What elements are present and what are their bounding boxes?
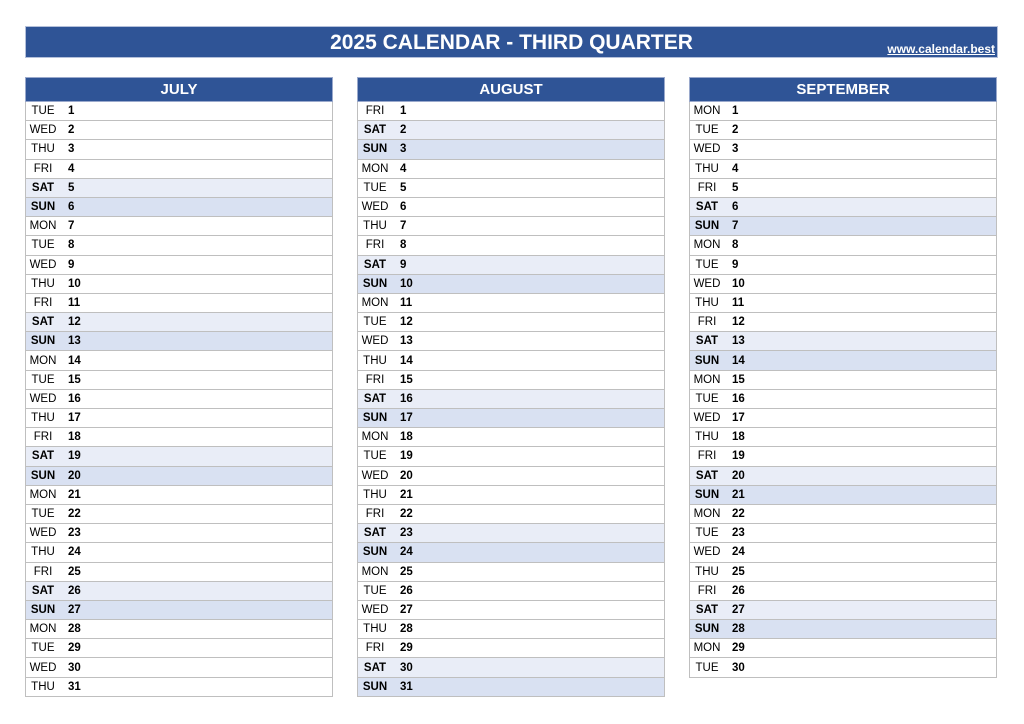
day-row	[689, 217, 997, 236]
day-number: 9	[732, 258, 739, 271]
day-of-week: SAT	[363, 258, 387, 271]
day-number: 14	[400, 354, 413, 367]
day-of-week: WED	[361, 469, 389, 482]
day-of-week: THU	[695, 565, 719, 578]
day-row	[25, 409, 333, 428]
day-of-week: TUE	[363, 181, 387, 194]
day-of-week: SAT	[695, 469, 719, 482]
day-number: 14	[732, 354, 745, 367]
day-of-week: FRI	[365, 508, 385, 521]
day-of-week: TUE	[31, 642, 55, 655]
month-header: AUGUST	[357, 77, 665, 102]
day-row	[25, 160, 333, 179]
day-row	[357, 563, 665, 582]
day-row	[25, 217, 333, 236]
day-number: 17	[68, 412, 81, 425]
day-row	[689, 467, 997, 486]
day-number: 21	[732, 488, 745, 501]
day-of-week: WED	[693, 412, 721, 425]
day-of-week: TUE	[695, 392, 719, 405]
day-number: 10	[400, 277, 413, 290]
day-row	[25, 658, 333, 677]
day-number: 20	[400, 469, 413, 482]
day-row	[689, 390, 997, 409]
day-row	[689, 140, 997, 159]
day-of-week: THU	[31, 412, 55, 425]
day-row	[25, 467, 333, 486]
day-number: 25	[732, 565, 745, 578]
day-number: 11	[400, 296, 413, 309]
day-row	[357, 678, 665, 697]
day-row	[357, 140, 665, 159]
day-row	[689, 639, 997, 658]
day-number: 9	[68, 258, 75, 271]
day-row	[25, 601, 333, 620]
day-row	[357, 121, 665, 140]
day-of-week: FRI	[33, 431, 53, 444]
day-number: 7	[400, 220, 407, 233]
day-number: 20	[68, 469, 81, 482]
day-of-week: FRI	[33, 296, 53, 309]
day-number: 17	[732, 412, 745, 425]
day-number: 4	[732, 162, 739, 175]
day-number: 3	[68, 143, 75, 156]
day-of-week: WED	[29, 661, 57, 674]
day-row	[357, 409, 665, 428]
day-number: 12	[68, 316, 81, 329]
day-number: 7	[732, 220, 739, 233]
day-of-week: THU	[363, 220, 387, 233]
day-of-week: MON	[29, 488, 57, 501]
day-row	[357, 217, 665, 236]
day-row	[357, 390, 665, 409]
day-of-week: TUE	[31, 239, 55, 252]
month-header: SEPTEMBER	[689, 77, 997, 102]
day-row	[25, 582, 333, 601]
day-row	[689, 256, 997, 275]
day-row	[357, 505, 665, 524]
day-row	[25, 121, 333, 140]
day-row	[25, 256, 333, 275]
day-number: 26	[400, 584, 413, 597]
day-number: 29	[732, 642, 745, 655]
day-row	[689, 447, 997, 466]
day-number: 30	[400, 661, 413, 674]
day-of-week: FRI	[697, 584, 717, 597]
day-number: 15	[732, 373, 745, 386]
day-number: 5	[400, 181, 407, 194]
day-row	[25, 620, 333, 639]
day-of-week: MON	[361, 296, 389, 309]
day-row	[357, 447, 665, 466]
day-number: 13	[400, 335, 413, 348]
day-number: 18	[68, 431, 81, 444]
day-of-week: MON	[693, 642, 721, 655]
day-of-week: TUE	[695, 661, 719, 674]
day-number: 15	[400, 373, 413, 386]
day-number: 24	[732, 546, 745, 559]
day-row	[25, 447, 333, 466]
day-of-week: SUN	[362, 680, 388, 693]
title-text: 2025 CALENDAR - THIRD QUARTER	[330, 31, 693, 54]
day-of-week: SUN	[362, 546, 388, 559]
day-row	[25, 179, 333, 198]
day-row	[357, 486, 665, 505]
day-row	[357, 467, 665, 486]
day-of-week: TUE	[31, 373, 55, 386]
day-of-week: SAT	[31, 181, 55, 194]
day-of-week: SUN	[694, 354, 720, 367]
day-row	[689, 332, 997, 351]
day-of-week: TUE	[31, 508, 55, 521]
day-row	[25, 563, 333, 582]
day-number: 21	[68, 488, 81, 501]
day-number: 1	[68, 105, 75, 118]
day-number: 26	[732, 584, 745, 597]
day-number: 18	[732, 431, 745, 444]
day-row	[25, 486, 333, 505]
day-of-week: THU	[695, 431, 719, 444]
day-row	[25, 505, 333, 524]
day-number: 31	[400, 680, 413, 693]
day-of-week: FRI	[697, 450, 717, 463]
day-of-week: SUN	[362, 277, 388, 290]
day-number: 21	[400, 488, 413, 501]
day-row	[25, 678, 333, 697]
day-row	[357, 160, 665, 179]
day-number: 24	[68, 546, 81, 559]
day-of-week: THU	[31, 546, 55, 559]
day-row	[689, 351, 997, 370]
day-of-week: MON	[29, 623, 57, 636]
day-number: 3	[400, 143, 407, 156]
day-row	[357, 236, 665, 255]
day-number: 16	[400, 392, 413, 405]
day-of-week: WED	[29, 124, 57, 137]
day-number: 6	[68, 201, 75, 214]
day-row	[25, 140, 333, 159]
day-of-week: SAT	[695, 201, 719, 214]
day-row	[357, 658, 665, 677]
day-of-week: FRI	[33, 565, 53, 578]
day-number: 8	[68, 239, 75, 252]
day-row	[689, 236, 997, 255]
day-of-week: SAT	[363, 392, 387, 405]
day-number: 25	[400, 565, 413, 578]
day-row	[689, 294, 997, 313]
day-row	[689, 179, 997, 198]
day-number: 27	[400, 603, 413, 616]
day-row	[357, 428, 665, 447]
day-row	[689, 102, 997, 121]
day-of-week: TUE	[31, 105, 55, 118]
day-row	[357, 294, 665, 313]
day-number: 28	[400, 623, 413, 636]
day-number: 2	[68, 124, 75, 137]
day-row	[25, 198, 333, 217]
day-number: 19	[400, 450, 413, 463]
day-row	[689, 160, 997, 179]
day-number: 10	[732, 277, 745, 290]
day-number: 5	[732, 181, 739, 194]
day-row	[689, 313, 997, 332]
day-number: 29	[68, 642, 81, 655]
day-of-week: SAT	[363, 527, 387, 540]
day-number: 19	[68, 450, 81, 463]
day-number: 26	[68, 584, 81, 597]
day-of-week: SUN	[30, 335, 56, 348]
day-of-week: SUN	[30, 201, 56, 214]
day-row	[689, 582, 997, 601]
day-row	[689, 275, 997, 294]
day-of-week: WED	[361, 335, 389, 348]
day-number: 11	[68, 296, 81, 309]
day-number: 2	[400, 124, 407, 137]
day-number: 30	[68, 661, 81, 674]
day-of-week: MON	[361, 565, 389, 578]
day-number: 8	[400, 239, 407, 252]
day-row	[25, 428, 333, 447]
day-of-week: SAT	[31, 584, 55, 597]
month-september	[689, 77, 997, 678]
day-number: 13	[68, 335, 81, 348]
day-of-week: WED	[29, 392, 57, 405]
day-number: 31	[68, 680, 81, 693]
day-row	[357, 639, 665, 658]
day-number: 22	[732, 508, 745, 521]
day-of-week: MON	[361, 431, 389, 444]
day-row	[25, 332, 333, 351]
day-row	[357, 198, 665, 217]
day-of-week: TUE	[695, 258, 719, 271]
day-row	[357, 620, 665, 639]
day-of-week: WED	[361, 603, 389, 616]
day-number: 19	[732, 450, 745, 463]
day-number: 18	[400, 431, 413, 444]
day-of-week: SUN	[362, 412, 388, 425]
day-number: 24	[400, 546, 413, 559]
day-number: 28	[732, 623, 745, 636]
day-of-week: WED	[361, 201, 389, 214]
day-of-week: THU	[31, 680, 55, 693]
day-number: 29	[400, 642, 413, 655]
day-number: 1	[732, 105, 739, 118]
day-number: 6	[732, 201, 739, 214]
day-of-week: SAT	[31, 316, 55, 329]
day-row	[357, 102, 665, 121]
day-number: 12	[400, 316, 413, 329]
day-row	[357, 371, 665, 390]
day-of-week: THU	[363, 488, 387, 501]
day-of-week: WED	[693, 546, 721, 559]
day-number: 11	[732, 296, 745, 309]
day-row	[689, 121, 997, 140]
day-row	[25, 524, 333, 543]
day-of-week: TUE	[695, 527, 719, 540]
day-number: 10	[68, 277, 81, 290]
day-of-week: MON	[693, 105, 721, 118]
day-of-week: MON	[29, 354, 57, 367]
day-of-week: SAT	[695, 335, 719, 348]
month-header: JULY	[25, 77, 333, 102]
day-number: 15	[68, 373, 81, 386]
day-row	[357, 601, 665, 620]
day-of-week: SAT	[363, 124, 387, 137]
site-link[interactable]: www.calendar.best	[887, 42, 995, 56]
day-of-week: SAT	[363, 661, 387, 674]
day-number: 5	[68, 181, 75, 194]
day-of-week: MON	[693, 508, 721, 521]
day-of-week: SAT	[31, 450, 55, 463]
day-row	[25, 371, 333, 390]
day-number: 25	[68, 565, 81, 578]
day-row	[357, 332, 665, 351]
day-of-week: WED	[29, 527, 57, 540]
day-of-week: THU	[363, 354, 387, 367]
day-row	[357, 313, 665, 332]
day-row	[25, 351, 333, 370]
day-row	[357, 256, 665, 275]
day-number: 27	[68, 603, 81, 616]
day-of-week: THU	[31, 277, 55, 290]
day-of-week: THU	[31, 143, 55, 156]
day-row	[25, 639, 333, 658]
month-july	[25, 77, 333, 697]
day-of-week: THU	[695, 296, 719, 309]
day-of-week: SAT	[695, 603, 719, 616]
day-of-week: FRI	[365, 642, 385, 655]
day-of-week: FRI	[697, 316, 717, 329]
day-row	[689, 601, 997, 620]
day-row	[25, 313, 333, 332]
day-row	[25, 275, 333, 294]
day-of-week: THU	[695, 162, 719, 175]
day-of-week: MON	[693, 373, 721, 386]
day-row	[689, 409, 997, 428]
day-of-week: MON	[361, 162, 389, 175]
day-row	[689, 486, 997, 505]
day-number: 8	[732, 239, 739, 252]
day-number: 6	[400, 201, 407, 214]
day-number: 13	[732, 335, 745, 348]
day-row	[689, 524, 997, 543]
day-row	[25, 102, 333, 121]
day-number: 2	[732, 124, 739, 137]
day-row	[25, 294, 333, 313]
page-title	[25, 26, 998, 58]
day-row	[25, 543, 333, 562]
day-number: 22	[68, 508, 81, 521]
day-row	[689, 198, 997, 217]
day-of-week: MON	[29, 220, 57, 233]
day-number: 22	[400, 508, 413, 521]
day-number: 9	[400, 258, 407, 271]
day-number: 23	[400, 527, 413, 540]
day-of-week: FRI	[365, 373, 385, 386]
day-row	[689, 505, 997, 524]
day-number: 12	[732, 316, 745, 329]
day-of-week: SUN	[694, 220, 720, 233]
day-row	[25, 236, 333, 255]
day-of-week: THU	[363, 623, 387, 636]
day-row	[689, 428, 997, 447]
day-number: 30	[732, 661, 745, 674]
day-row	[689, 658, 997, 677]
day-of-week: FRI	[697, 181, 717, 194]
day-of-week: SUN	[30, 469, 56, 482]
day-row	[357, 351, 665, 370]
day-number: 23	[732, 527, 745, 540]
day-of-week: FRI	[365, 105, 385, 118]
day-number: 4	[68, 162, 75, 175]
day-number: 7	[68, 220, 75, 233]
day-of-week: FRI	[365, 239, 385, 252]
month-august	[357, 77, 665, 697]
day-number: 27	[732, 603, 745, 616]
day-row	[357, 543, 665, 562]
day-row	[689, 543, 997, 562]
day-number: 4	[400, 162, 407, 175]
day-number: 3	[732, 143, 739, 156]
day-of-week: SUN	[362, 143, 388, 156]
day-of-week: TUE	[363, 450, 387, 463]
day-of-week: FRI	[33, 162, 53, 175]
day-row	[689, 371, 997, 390]
day-number: 28	[68, 623, 81, 636]
day-of-week: WED	[29, 258, 57, 271]
day-of-week: SUN	[30, 603, 56, 616]
day-number: 20	[732, 469, 745, 482]
day-of-week: WED	[693, 143, 721, 156]
day-of-week: TUE	[695, 124, 719, 137]
day-number: 1	[400, 105, 407, 118]
day-number: 16	[68, 392, 81, 405]
day-row	[357, 582, 665, 601]
day-number: 14	[68, 354, 81, 367]
day-row	[689, 620, 997, 639]
day-of-week: MON	[693, 239, 721, 252]
day-row	[689, 563, 997, 582]
day-row	[357, 524, 665, 543]
day-row	[357, 275, 665, 294]
day-number: 23	[68, 527, 81, 540]
day-number: 16	[732, 392, 745, 405]
day-row	[357, 179, 665, 198]
day-number: 17	[400, 412, 413, 425]
day-of-week: SUN	[694, 488, 720, 501]
day-row	[25, 390, 333, 409]
day-of-week: TUE	[363, 316, 387, 329]
day-of-week: SUN	[694, 623, 720, 636]
day-of-week: WED	[693, 277, 721, 290]
day-of-week: TUE	[363, 584, 387, 597]
